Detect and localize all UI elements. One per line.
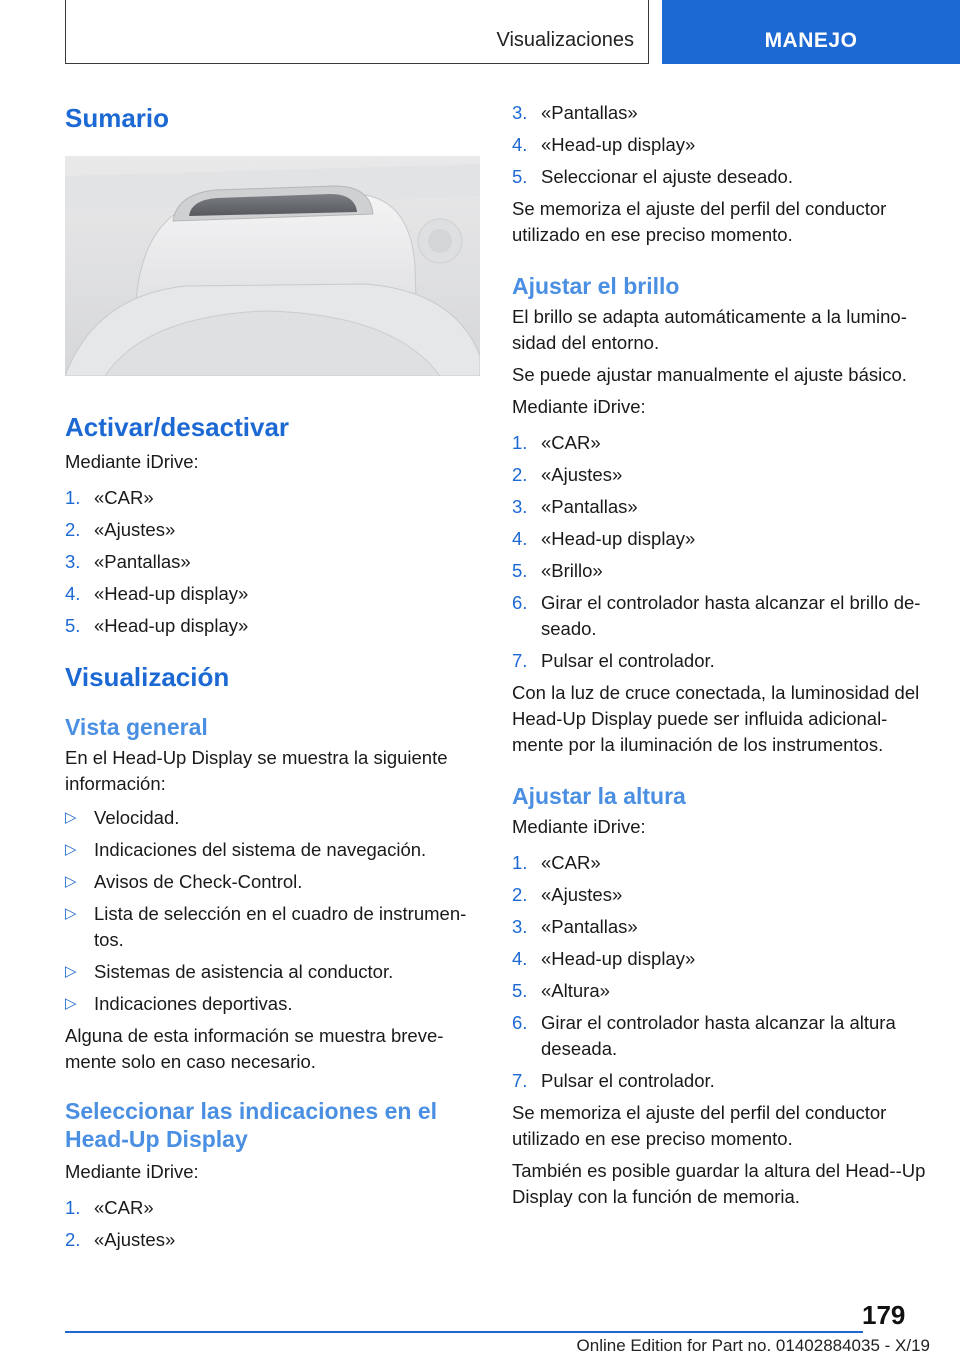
step-text: «CAR» — [541, 852, 601, 873]
list-item — [65, 837, 480, 863]
triangle-bullet-icon: ▷ — [65, 905, 77, 922]
list-item — [65, 901, 480, 953]
altura-intro: Mediante iDrive: — [512, 816, 646, 837]
list-item — [512, 850, 930, 876]
seleccionar-steps-continued — [512, 100, 930, 190]
step-text: «Ajustes» — [94, 1229, 176, 1250]
step-text: «Head-up display» — [541, 134, 696, 155]
bullet-text: Avisos de Check-Control. — [94, 871, 303, 892]
step-text: «Pantallas» — [541, 496, 638, 517]
step-text: «Head-up display» — [541, 948, 696, 969]
step-number: 1. — [65, 1197, 81, 1218]
list-item — [512, 1010, 930, 1062]
list-item — [65, 1227, 480, 1253]
step-text: «Altura» — [541, 980, 610, 1001]
step-number: 7. — [512, 1070, 528, 1091]
header-chapter-title: MANEJO — [764, 29, 858, 52]
activar-steps — [65, 485, 480, 639]
triangle-bullet-icon: ▷ — [65, 873, 77, 890]
seleccionar-intro: Mediante iDrive: — [65, 1161, 199, 1182]
step-text: Pulsar el controlador. — [541, 650, 715, 671]
step-number: 6. — [512, 1012, 528, 1033]
step-text: «Pantallas» — [541, 916, 638, 937]
step-number: 1. — [65, 487, 81, 508]
footer-divider — [65, 1331, 863, 1333]
brillo-intro: Mediante iDrive: — [512, 396, 646, 417]
list-item — [512, 132, 930, 158]
step-number: 5. — [512, 560, 528, 581]
list-item — [512, 558, 930, 584]
step-number: 4. — [65, 583, 81, 604]
step-number: 3. — [65, 551, 81, 572]
right-column — [512, 100, 930, 1210]
step-number: 2. — [65, 519, 81, 540]
list-item — [65, 613, 480, 639]
step-number: 5. — [512, 166, 528, 187]
sumario-heading: Sumario — [65, 103, 170, 133]
list-item — [512, 914, 930, 940]
step-number: 6. — [512, 592, 528, 613]
step-text: «Head-up display» — [94, 583, 249, 604]
brillo-heading: Ajustar el brillo — [512, 273, 680, 299]
vista-bullets — [65, 805, 480, 1017]
step-number: 5. — [65, 615, 81, 636]
step-text: «Pantallas» — [541, 102, 638, 123]
list-item — [512, 882, 930, 908]
bullet-text: Indicaciones deportivas. — [94, 993, 293, 1014]
step-text: «Ajustes» — [541, 464, 623, 485]
triangle-bullet-icon: ▷ — [65, 995, 77, 1012]
step-text: «Head-up display» — [94, 615, 249, 636]
triangle-bullet-icon: ▷ — [65, 809, 77, 826]
list-item — [65, 517, 480, 543]
header-section-box — [65, 0, 649, 64]
step-number: 1. — [512, 852, 528, 873]
activar-intro: Mediante iDrive: — [65, 451, 199, 472]
brillo-paragraph-2: Se puede ajustar manualmente el ajuste básico. — [512, 364, 907, 385]
list-item — [65, 805, 480, 831]
bullet-text: Velocidad. — [94, 807, 180, 828]
step-text: «CAR» — [94, 487, 154, 508]
step-text: «CAR» — [94, 1197, 154, 1218]
step-number: 5. — [512, 980, 528, 1001]
step-text: Girar el controlador hasta alcanzar el brillo de-seado. — [541, 592, 921, 639]
seleccionar-note: Se memoriza el ajuste del perfil del conductor utilizado en ese preciso momento. — [512, 198, 887, 245]
step-number: 4. — [512, 948, 528, 969]
step-text: «Ajustes» — [94, 519, 176, 540]
footer-edition: Online Edition for Part no. 01402884035 - X/19 — [576, 1336, 930, 1355]
list-item — [65, 869, 480, 895]
list-item — [512, 1068, 930, 1094]
bullet-text: Indicaciones del sistema de navegación. — [94, 839, 427, 860]
step-text: «Brillo» — [541, 560, 603, 581]
list-item — [512, 100, 930, 126]
list-item — [512, 526, 930, 552]
step-text: Girar el controlador hasta alcanzar la altura deseada. — [541, 1012, 896, 1059]
step-text: Seleccionar el ajuste deseado. — [541, 166, 793, 187]
altura-heading: Ajustar la altura — [512, 783, 686, 809]
step-text: «Pantallas» — [94, 551, 191, 572]
step-text: «CAR» — [541, 432, 601, 453]
seleccionar-heading: Seleccionar las indicaciones en el Head-Up Display — [65, 1098, 438, 1152]
list-item — [65, 485, 480, 511]
step-number: 4. — [512, 134, 528, 155]
header-chapter-tab — [662, 0, 960, 64]
step-number: 2. — [65, 1229, 81, 1250]
list-item — [512, 648, 930, 674]
step-number: 2. — [512, 884, 528, 905]
step-number: 3. — [512, 102, 528, 123]
list-item — [512, 430, 930, 456]
left-column — [65, 96, 480, 1253]
visualizacion-heading: Visualización — [65, 662, 230, 692]
triangle-bullet-icon: ▷ — [65, 963, 77, 980]
step-number: 1. — [512, 432, 528, 453]
vista-note: Alguna de esta información se muestra breve-mente solo en caso necesario. — [65, 1025, 444, 1072]
brillo-steps — [512, 430, 930, 674]
bullet-text: Sistemas de asistencia al conductor. — [94, 961, 394, 982]
brillo-note: Con la luz de cruce conectada, la luminosidad del Head-Up Display puede ser influida adicional-mente por la iluminación de los instrumentos. — [512, 682, 920, 755]
triangle-bullet-icon: ▷ — [65, 841, 77, 858]
header-section-title: Visualizaciones — [496, 29, 634, 51]
step-number: 4. — [512, 528, 528, 549]
vista-intro: En el Head-Up Display se muestra la siguiente información: — [65, 747, 448, 794]
list-item — [512, 494, 930, 520]
list-item — [65, 959, 480, 985]
activar-heading: Activar/desactivar — [65, 412, 290, 442]
step-text: «Ajustes» — [541, 884, 623, 905]
list-item — [65, 549, 480, 575]
list-item — [512, 164, 930, 190]
list-item — [512, 946, 930, 972]
list-item — [65, 1195, 480, 1221]
step-number: 2. — [512, 464, 528, 485]
head-up-display-photo — [65, 156, 480, 376]
altura-note-1: Se memoriza el ajuste del perfil del conductor utilizado en ese preciso momento. — [512, 1102, 887, 1149]
bullet-text: Lista de selección en el cuadro de instrumen-tos. — [94, 903, 467, 950]
step-number: 3. — [512, 496, 528, 517]
list-item — [65, 581, 480, 607]
brillo-paragraph-1: El brillo se adapta automáticamente a la lumino-sidad del entorno. — [512, 306, 907, 353]
list-item — [512, 462, 930, 488]
step-text: «Head-up display» — [541, 528, 696, 549]
page-number: 179 — [862, 1300, 906, 1330]
step-number: 3. — [512, 916, 528, 937]
list-item — [512, 978, 930, 1004]
list-item — [65, 991, 480, 1017]
step-text: Pulsar el controlador. — [541, 1070, 715, 1091]
altura-steps — [512, 850, 930, 1094]
vista-general-heading: Vista general — [65, 714, 208, 740]
seleccionar-steps — [65, 1195, 480, 1253]
step-number: 7. — [512, 650, 528, 671]
list-item — [512, 590, 930, 642]
altura-note-2: También es posible guardar la altura del Head--Up Display con la función de memoria. — [512, 1160, 926, 1207]
